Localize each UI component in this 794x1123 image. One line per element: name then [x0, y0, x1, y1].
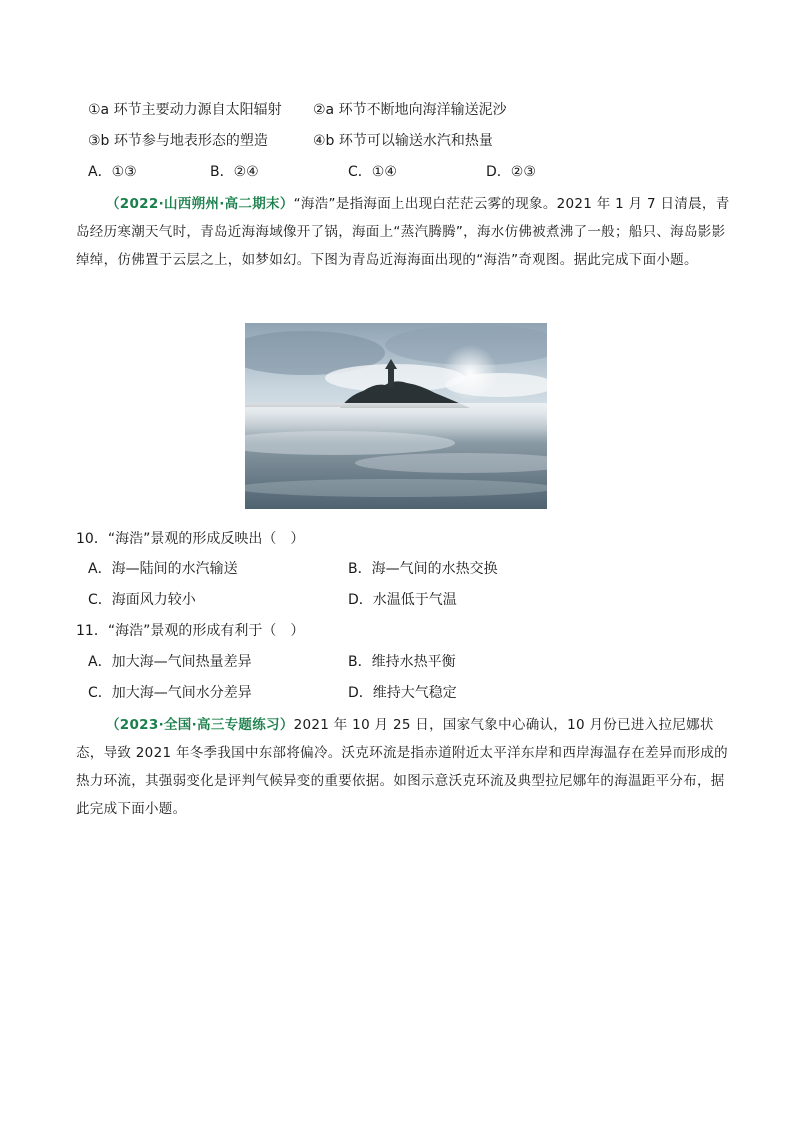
- q9-option-d: D．②③: [486, 164, 536, 180]
- q11-option-b: B．维持水热平衡: [348, 654, 456, 670]
- q11-option-c: C．加大海—气间水分差异: [88, 685, 252, 701]
- statement-1: ①a 环节主要动力源自太阳辐射: [88, 102, 282, 118]
- q9-option-a: A．①③: [88, 164, 137, 180]
- q11-option-a: A．加大海—气间热量差异: [88, 654, 252, 670]
- statement-3: ③b 环节参与地表形态的塑造: [88, 133, 268, 149]
- q10-option-d: D．水温低于气温: [348, 592, 457, 608]
- passage-2-source: （2023·全国·高三专题练习）: [106, 717, 294, 733]
- passage-2: [76, 711, 732, 823]
- passage-1: [76, 190, 732, 274]
- q9-option-c: C．①④: [348, 164, 397, 180]
- q10-option-a: A．海—陆间的水汽输送: [88, 561, 238, 577]
- passage-1-text: “海浩”是指海面上出现白茫茫云雾的现象。2021 年 1 月 7 日清晨，青岛经历寒潮天气时，青岛近海海域像开了锅，海面上“蒸汽腾腾”，海水仿佛被煮沸了一般；船只、海岛影影绰绰，仿佛置于云层之上，如梦如幻。下图为青岛近海海面出现的“海浩”奇观图。据此完成下面小题。: [76, 196, 730, 268]
- statement-4: ④b 环节可以输送水汽和热量: [313, 133, 493, 149]
- statement-2: ②a 环节不断地向海洋输送泥沙: [313, 102, 507, 118]
- q10-option-b: B．海—气间的水热交换: [348, 561, 498, 577]
- q10-stem: 10．“海浩”景观的形成反映出（ ）: [76, 531, 305, 547]
- q10-option-c: C．海面风力较小: [88, 592, 196, 608]
- passage-2-text: 2021 年 10 月 25 日，国家气象中心确认，10 月份已进入拉尼娜状态，导致 2021 年冬季我国中东部将偏冷。沃克环流是指赤道附近太平洋东岸和西岸海温存在差异而形成的热力环流，其强弱变化是评判气候异变的重要依据。如图示意沃克环流及典型拉尼娜年的海温距平分布，据此完成下面小题。: [76, 717, 728, 817]
- q11-stem: 11．“海浩”景观的形成有利于（ ）: [76, 623, 305, 639]
- passage-1-source: （2022·山西朔州·高二期末）: [106, 196, 294, 212]
- q11-option-d: D．维持大气稳定: [348, 685, 457, 701]
- sea-smoke-photo: [245, 323, 547, 509]
- q9-option-b: B．②④: [210, 164, 259, 180]
